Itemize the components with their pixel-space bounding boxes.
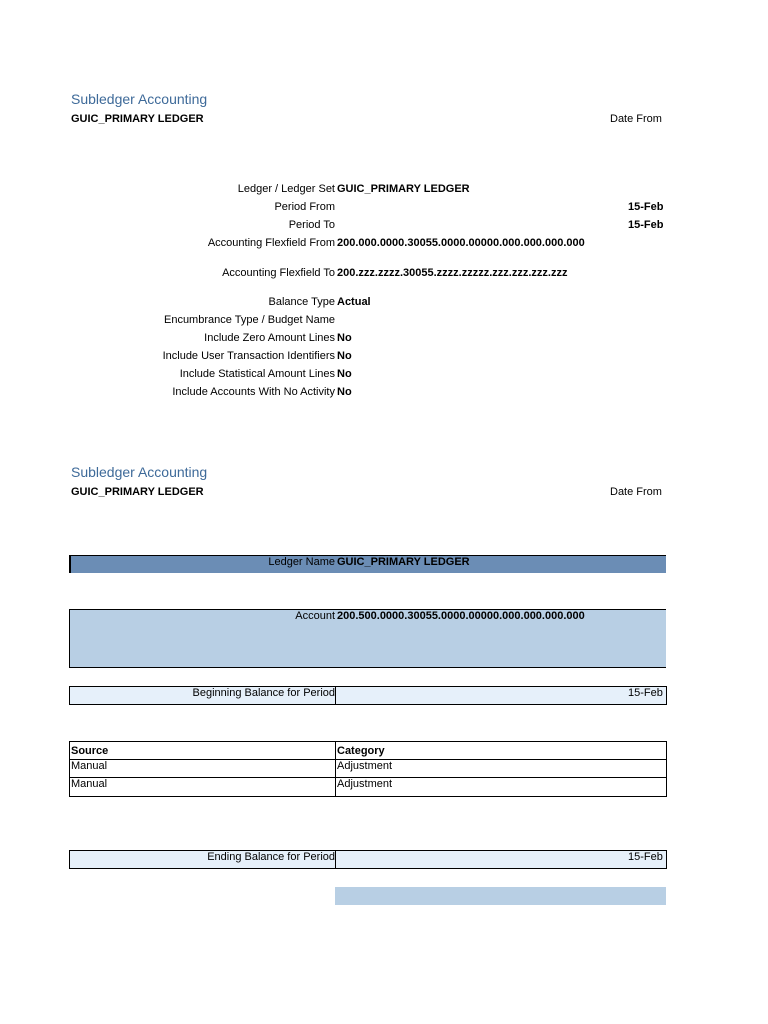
param-value-flexfield-to: 200.zzz.zzzz.30055.zzzz.zzzzz.zzz.zzz.zzz.zzz — [337, 267, 568, 279]
param-value-ledger-set: GUIC_PRIMARY LEDGER — [337, 183, 470, 195]
param-label-period-to: Period To — [288, 219, 335, 231]
param-value-balance-type: Actual — [337, 296, 371, 308]
table-cell-category: Adjustment — [337, 760, 393, 772]
param-label-period-from: Period From — [274, 201, 335, 213]
param-value-statistical: No — [337, 368, 352, 380]
param-value-zero-amount: No — [337, 332, 352, 344]
date-from-label-2: Date From — [610, 486, 662, 498]
beginning-balance-value-cell — [335, 686, 667, 705]
param-label-encumbrance: Encumbrance Type / Budget Name — [163, 314, 335, 326]
param-label-no-activity: Include Accounts With No Activity — [172, 386, 335, 398]
beginning-balance-date: 15-Feb — [628, 687, 663, 699]
table-header-source: Source — [71, 745, 109, 757]
param-value-flexfield-from: 200.000.0000.30055.0000.00000.000.000.000.000 — [337, 237, 585, 249]
param-value-no-activity: No — [337, 386, 352, 398]
beginning-balance-label: Beginning Balance for Period — [192, 687, 335, 699]
ending-balance-value-cell — [335, 850, 667, 869]
param-label-flexfield-to: Accounting Flexfield To — [222, 267, 335, 279]
param-label-zero-amount: Include Zero Amount Lines — [204, 332, 335, 344]
ending-balance-date: 15-Feb — [628, 851, 663, 863]
report-title-2: Subledger Accounting — [71, 464, 208, 480]
param-value-period-from: 15-Feb — [628, 201, 664, 213]
param-value-period-to: 15-Feb — [628, 219, 664, 231]
ledger-name-value: GUIC_PRIMARY LEDGER — [337, 556, 470, 568]
table-cell-category: Adjustment — [337, 778, 393, 790]
ledger-heading-2: GUIC_PRIMARY LEDGER — [71, 486, 204, 498]
ending-balance-label: Ending Balance for Period — [207, 851, 335, 863]
param-label-ledger-set: Ledger / Ledger Set — [237, 183, 335, 195]
report-title: Subledger Accounting — [71, 91, 208, 107]
journal-lines-table — [69, 741, 667, 797]
param-label-flexfield-from: Accounting Flexfield From — [207, 237, 335, 249]
ledger-name-label: Ledger Name — [268, 556, 335, 568]
ledger-heading: GUIC_PRIMARY LEDGER — [71, 113, 204, 125]
footer-total-bar — [335, 887, 666, 905]
source-column — [70, 742, 336, 796]
table-cell-source: Manual — [71, 778, 108, 790]
table-header-category: Category — [337, 745, 385, 757]
param-label-balance-type: Balance Type — [268, 296, 335, 308]
account-value: 200.500.0000.30055.0000.00000.000.000.000.000 — [337, 610, 585, 622]
date-from-label: Date From — [610, 113, 662, 125]
table-cell-source: Manual — [71, 760, 108, 772]
param-label-user-txn: Include User Transaction Identifiers — [162, 350, 335, 362]
param-value-user-txn: No — [337, 350, 352, 362]
account-label: Account — [295, 610, 335, 622]
param-label-statistical: Include Statistical Amount Lines — [179, 368, 335, 380]
